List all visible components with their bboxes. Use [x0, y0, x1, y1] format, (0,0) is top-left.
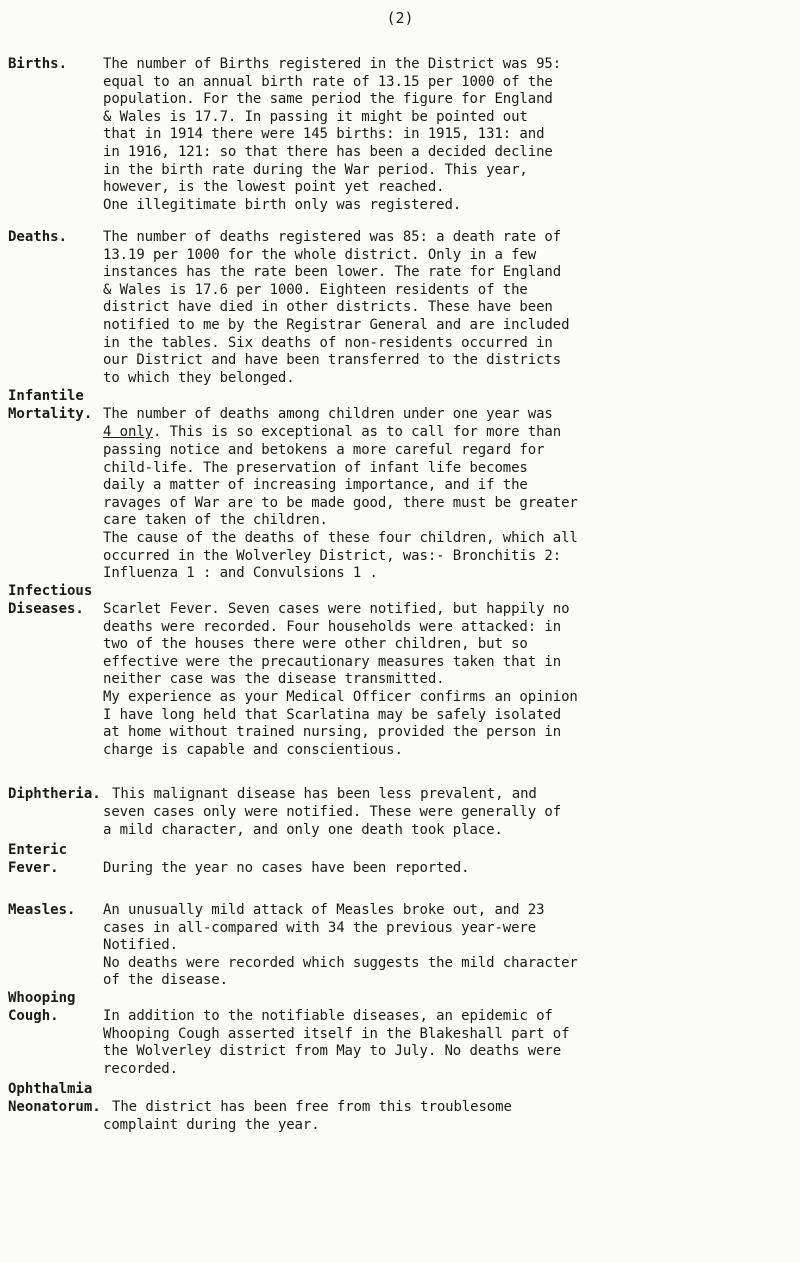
infantile-heading-line2: Mortality. — [8, 406, 93, 422]
enteric-heading-line2: Fever. — [8, 860, 59, 876]
births-heading: Births. — [8, 56, 68, 72]
deaths-heading: Deaths. — [8, 229, 68, 245]
diphtheria-text-line1: This malignant disease has been less prevalent, and — [112, 786, 537, 802]
measles-text: An unusually mild attack of Measles broke out, and 23 cases in all-compared with 34 the previous year-were Notified. No deaths were recorded which suggests the mild character of the disease. — [103, 902, 578, 989]
whooping-heading-line1: Whooping — [8, 990, 76, 1006]
whooping-text: In addition to the notifiable diseases, an epidemic of Whooping Cough asserted itself in the Blakeshall part of the Wolverley district from May to July. No deaths were recorded. — [103, 1008, 570, 1077]
infectious-text: Scarlet Fever. Seven cases were notified, but happily no deaths were recorded. Four households were attacked: in two of the houses there were other children, but so effective were the precautionary measures taken that in neither case was the disease transmitted. My experience as your Medical Officer confirms an opinion I have long held that Scarlatina may be safely isolated at home without trained nursing, provided the person in charge is capable and conscientious. — [103, 601, 578, 758]
diphtheria-text: seven cases only were notified. These were generally of a mild character, and only one death took place. — [103, 804, 562, 838]
whooping-heading-line2: Cough. — [8, 1008, 59, 1024]
infectious-heading-line2: Diseases. — [8, 601, 84, 617]
deaths-text: The number of deaths registered was 85: a death rate of 13.19 per 1000 for the whole district. Only in a few instances has the rate been lower. The rate for England & Wales is 17.6 per 1000. Eighteen residents of the district have died in other districts. These have been notified to me by the Registrar General and are included in the tables. Six deaths of non-residents occurred in our District and have been transferred to the districts to which they belonged. — [103, 229, 570, 386]
ophthalmia-text-line1: The district has been free from this troublesome — [112, 1099, 512, 1115]
infantile-text-line1: The number of deaths among children under one year was — [103, 406, 553, 422]
infantile-text-line2-rest: . This is so exceptional as to call for more than — [152, 424, 562, 440]
ophthalmia-text: complaint during the year. — [103, 1117, 320, 1133]
infantile-deaths-emphasis: 4 only — [103, 424, 153, 440]
ophthalmia-heading-line1: Ophthalmia — [8, 1081, 93, 1097]
enteric-heading-line1: Enteric — [8, 842, 68, 858]
diphtheria-heading: Diphtheria. — [8, 786, 101, 802]
measles-heading: Measles. — [8, 902, 76, 918]
infantile-text: passing notice and betokens a more careful regard for child-life. The preservation of infant life becomes daily a matter of increasing importance, and if the ravages of War are to be made good, there must be greater care taken of the children. The cause of the deaths of these four children, which all occurred in the Wolverley District, was:- Bronchitis 2: Influenza 1 : and Convulsions 1 . — [103, 442, 578, 582]
infantile-text-line2 — [103, 424, 793, 442]
ophthalmia-heading-line2: Neonatorum. — [8, 1099, 101, 1115]
page-number: (2) — [386, 9, 414, 27]
infectious-heading-line1: Infectious — [8, 583, 93, 599]
enteric-text: During the year no cases have been reported. — [103, 860, 470, 876]
births-text: The number of Births registered in the District was 95: equal to an annual birth rate of 13.15 per 1000 of the population. For the same period the figure for England & Wales is 17.7. In passing it might be pointed out that in 1914 there were 145 births: in 1915, 131: and in 1916, 121: so that there has been a decided decline in the birth rate during the War period. This year, however, is the lowest point yet reached. One illegitimate birth only was registered. — [103, 56, 562, 213]
infantile-heading-line1: Infantile — [8, 388, 84, 404]
